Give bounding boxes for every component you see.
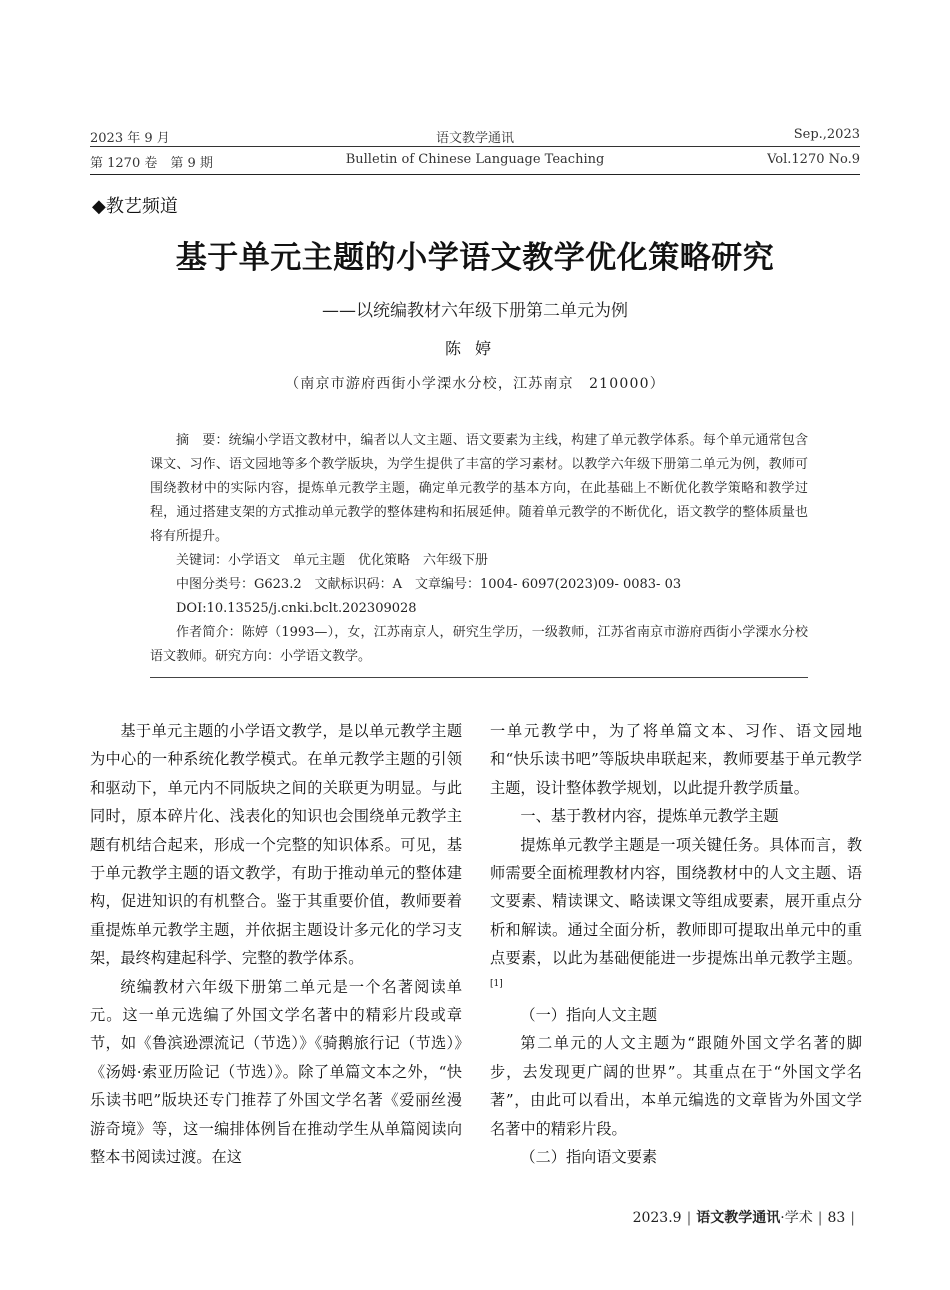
header-journal-en: Bulletin of Chinese Language Teaching — [345, 152, 605, 167]
channel-label: ◆教艺频道 — [92, 196, 178, 217]
body-column-right — [490, 717, 862, 1172]
header-bottom-rule — [90, 174, 860, 175]
body-paragraph-continued: 一单元教学中，为了将单篇文本、习作、语文园地和“快乐读书吧”等版块串联起来，教师要基于单元教学主题，设计整体教学规划，以此提升教学质量。 — [490, 722, 862, 797]
abstract-block — [150, 429, 808, 669]
article-subtitle: ——以统编教材六年级下册第二单元为例 — [322, 301, 628, 321]
reference-marker: [1] — [490, 978, 503, 989]
header-divider — [90, 146, 860, 147]
abstract-divider — [150, 677, 808, 678]
body-paragraph — [490, 831, 862, 1001]
body-paragraph: 统编教材六年级下册第二单元是一个名著阅读单元。这一单元选编了外国文学名著中的精彩片段或章节，如《鲁滨逊漂流记（节选）》《骑鹅旅行记（节选）》《汤姆·索亚历险记（节选）》。除了单篇文本之外，“快乐读书吧”版块还专门推荐了外国文学名著《爱丽丝漫游奇境》等，这一编排体例旨在推动学生从单篇阅读向整本书阅读过渡。在这 — [90, 977, 462, 1167]
header-volume-cn: 第 1270 卷 第 9 期 — [90, 156, 213, 171]
footer-journal-brand: 语文教学通讯 — [696, 1210, 781, 1226]
subsection-heading: （二）指向语文要素 — [520, 1148, 658, 1167]
section-heading: 一、基于教材内容，提炼单元教学主题 — [520, 807, 779, 826]
author-bio: 作者简介：陈婷（1993—），女，江苏南京人，研究生学历，一级教师，江苏省南京市游府西街小学溧水分校语文教师。研究方向：小学语文教学。 — [150, 625, 808, 664]
header-journal-cn: 语文教学通讯 — [435, 131, 514, 146]
keywords: 关键词：小学语文 单元主题 优化策略 六年级下册 — [176, 553, 489, 568]
author-name: 陈婷 — [444, 339, 505, 358]
footer-issue: 2023.9 — [632, 1210, 682, 1226]
doi: DOI:10.13525/j.cnki.bclt.202309028 — [176, 601, 417, 616]
article-title: 基于单元主题的小学语文教学优化策略研究 — [175, 240, 775, 276]
classification-info: 中图分类号：G623.2 文献标识码：A 文章编号：1004- 6097(2023)09- 0083- 03 — [176, 577, 682, 592]
footer-section: ·学术 — [780, 1210, 813, 1226]
subsection-heading: （一）指向人文主题 — [520, 1006, 658, 1025]
page-footer: 2023.9 | 语文教学通讯·学术 | 83 | — [632, 1210, 855, 1226]
body-paragraph: 第二单元的人文主题为“跟随外国文学名著的脚步，去发现更广阔的世界”。其重点在于“外国文学名著”，由此可以看出，本单元编选的文章皆为外国文学名著中的精彩片段。 — [490, 1034, 862, 1138]
header-date-cn: 2023 年 9 月 — [90, 131, 170, 146]
author-affiliation: （南京市游府西街小学溧水分校，江苏南京 210000） — [285, 376, 665, 392]
body-column-left — [90, 717, 462, 1172]
header-volume-en: Vol.1270 No.9 — [767, 152, 860, 167]
body-paragraph: 基于单元主题的小学语文教学，是以单元教学主题为中心的一种系统化教学模式。在单元教学主题的引领和驱动下，单元内不同版块之间的关联更为明显。与此同时，原本碎片化、浅表化的知识也会围绕单元教学主题有机结合起来，形成一个完整的知识体系。可见，基于单元教学主题的语文教学，有助于推动单元的整体建构，促进知识的有机整合。鉴于其重要价值，教师要着重提炼单元教学主题，并依据主题设计多元化的学习支架，最终构建起科学、完整的教学体系。 — [90, 722, 462, 968]
page-number: 83 — [827, 1210, 846, 1226]
section-paragraph-text: 提炼单元教学主题是一项关键任务。具体而言，教师需要全面梳理教材内容，围绕教材中的人文主题、语文要素、精读课文、略读课文等组成要素，展开重点分析和解读。通过全面分析，教师即可提取出单元中的重点要素，以此为基础便能进一步提炼出单元教学主题。 — [490, 835, 862, 968]
abstract-text: 摘 要：统编小学语文教材中，编者以人文主题、语文要素为主线，构建了单元教学体系。每个单元通常包含课文、习作、语文园地等多个教学版块，为学生提供了丰富的学习素材。以教学六年级下册第二单元为例，教师可围绕教材中的实际内容，提炼单元教学主题，确定单元教学的基本方向，在此基础上不断优化教学策略和教学过程，通过搭建支架的方式推动单元教学的整体建构和拓展延伸。随着单元教学的不断优化，语文教学的整体质量也将有所提升。 — [150, 433, 808, 544]
header-date-en: Sep.,2023 — [793, 127, 860, 142]
